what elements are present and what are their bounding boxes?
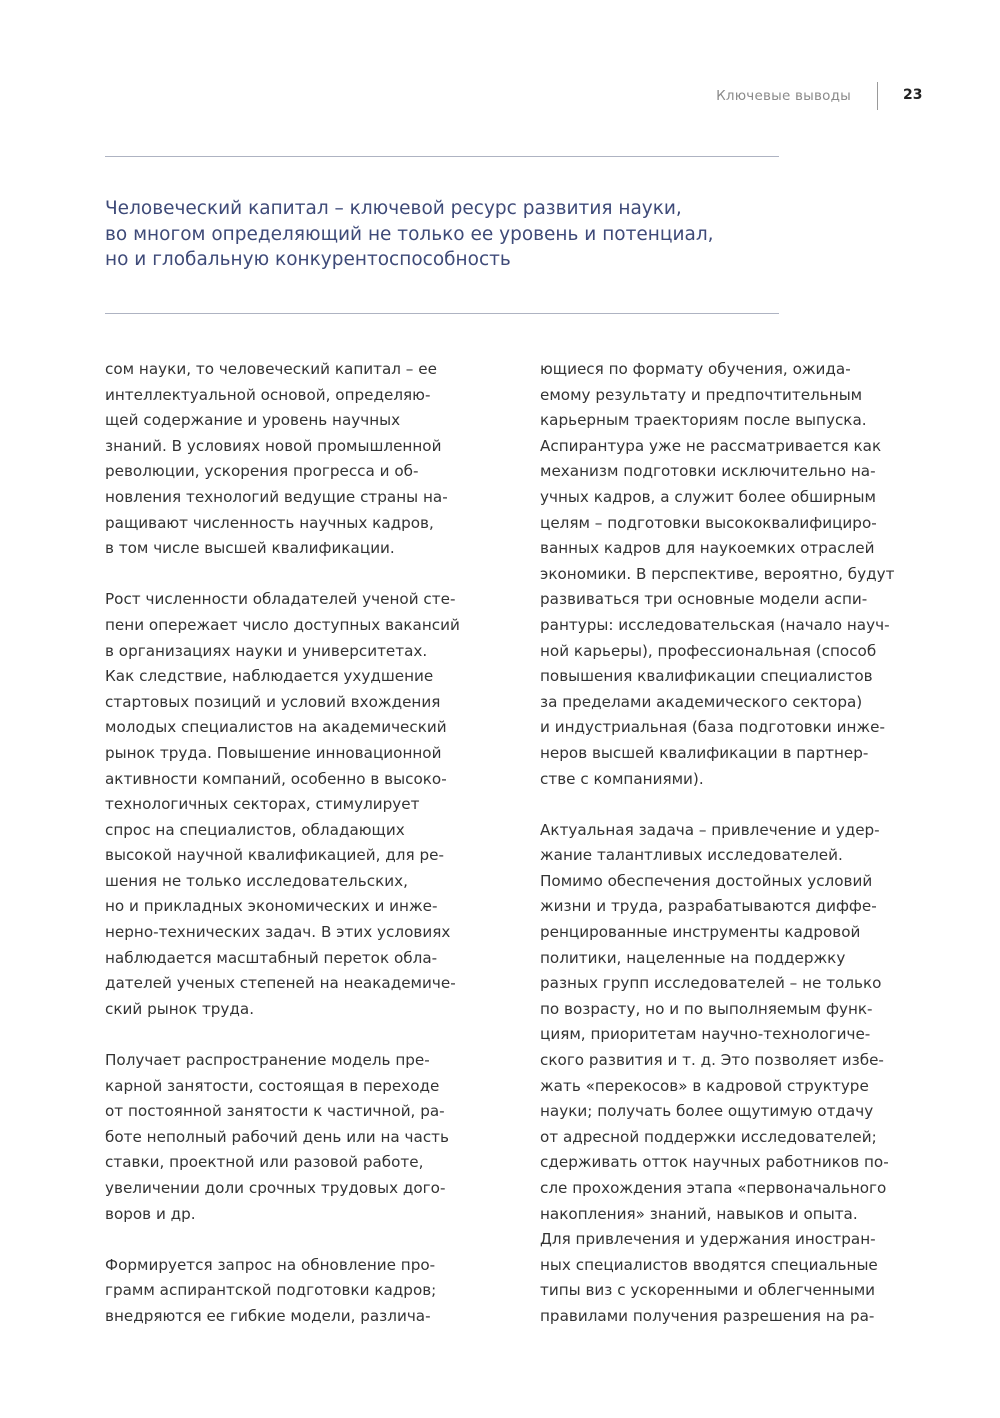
text-line: от адресной поддержки исследователей; [540, 1127, 877, 1146]
text-line: революции, ускорения прогресса и об- [105, 462, 419, 481]
text-line: в том числе высшей квалификации. [105, 539, 395, 558]
text-line: механизм подготовки исключительно на- [540, 462, 876, 481]
text-line: Формируется запрос на обновление про- [105, 1255, 436, 1274]
text-line: рантуры: исследовательская (начало науч- [540, 615, 890, 634]
paragraph [105, 357, 460, 562]
text-line: правилами получения разрешения на ра- [540, 1306, 875, 1325]
text-line: спрос на специалистов, обладающих [105, 820, 405, 839]
text-line: Помимо обеспечения достойных условий [540, 871, 873, 890]
paragraph [540, 818, 894, 1330]
running-header-section: Ключевые выводы [716, 88, 851, 104]
text-line: целям – подготовки высококвалифициро- [540, 513, 877, 532]
text-line: типы виз с ускоренными и облегченными [540, 1281, 876, 1300]
text-line: активности компаний, особенно в высоко- [105, 769, 447, 788]
quote-line: но и глобальную конкурентоспособность [105, 249, 511, 270]
quote-top-rule [105, 156, 779, 157]
text-line: боте неполный рабочий день или на часть [105, 1127, 449, 1146]
text-line: стве с компаниями). [540, 769, 704, 788]
text-line: жание талантливых исследователей. [540, 846, 843, 865]
text-line: технологичных секторах, стимулирует [105, 795, 420, 814]
text-line: сом науки, то человеческий капитал – ее [105, 360, 437, 378]
text-line: ной карьеры), профессиональная (способ [540, 641, 877, 660]
text-line: карной занятости, состоящая в переходе [105, 1076, 440, 1095]
text-line: ванных кадров для наукоемких отраслей [540, 539, 875, 558]
quote-line: во многом определяющий не только ее уровень и потенциал, [105, 223, 714, 245]
text-line: ренцированные инструменты кадровой [540, 923, 861, 942]
paragraph [540, 357, 894, 792]
quote-line: Человеческий капитал – ключевой ресурс развития науки, [105, 198, 682, 219]
text-line: от постоянной занятости к частичной, ра- [105, 1102, 445, 1121]
text-line: Получает распространение модель пре- [105, 1051, 430, 1070]
text-line: ющиеся по формату обучения, ожида- [540, 360, 851, 378]
text-line: рынок труда. Повышение инновационной [105, 743, 442, 762]
text-line: Аспирантура уже не рассматривается как [540, 436, 882, 455]
text-line: ский рынок труда. [105, 999, 255, 1018]
text-line: дателей ученых степеней на неакадемиче- [105, 974, 456, 993]
text-line: разных групп исследователей – не только [540, 974, 882, 993]
text-line: Как следствие, наблюдается ухудшение [105, 667, 434, 686]
text-line: интеллектуальной основой, определяю- [105, 385, 431, 404]
text-line: ных специалистов вводятся специальные [540, 1255, 878, 1274]
text-line: новления технологий ведущие страны на- [105, 487, 448, 506]
text-line: циям, приоритетам научно-технологиче- [540, 1025, 871, 1044]
text-line: сдерживать отток научных работников по- [540, 1153, 889, 1172]
paragraph [105, 587, 460, 1022]
right-text-column [540, 357, 894, 1355]
text-line: но и прикладных экономических и инже- [105, 897, 438, 916]
text-line: внедряются ее гибкие модели, различа- [105, 1306, 431, 1325]
text-line: шения не только исследовательских, [105, 871, 408, 890]
text-line: грамм аспирантской подготовки кадров; [105, 1281, 437, 1300]
text-line: жизни и труда, разрабатываются диффе- [540, 897, 877, 916]
text-line: воров и др. [105, 1204, 196, 1223]
text-line: ставки, проектной или разовой работе, [105, 1153, 424, 1172]
text-line: повышения квалификации специалистов [540, 667, 873, 686]
text-line: Актуальная задача – привлечение и удер- [540, 820, 880, 839]
text-line: карьерным траекториям после выпуска. [540, 411, 867, 430]
text-line: пени опережает число доступных вакансий [105, 615, 460, 634]
text-line: увеличении доли срочных трудовых дого- [105, 1179, 446, 1197]
text-line: высокой научной квалификацией, для ре- [105, 846, 444, 865]
text-line: Рост численности обладателей ученой сте- [105, 590, 456, 609]
text-line: наблюдается масштабный переток обла- [105, 948, 438, 967]
paragraph [105, 1048, 460, 1227]
text-line: экономики. В перспективе, вероятно, будут [540, 564, 895, 583]
text-line: знаний. В условиях новой промышленной [105, 436, 442, 455]
text-line: емому результату и предпочтительным [540, 385, 863, 404]
page-number: 23 [903, 87, 923, 103]
text-line: накопления» знаний, навыков и опыта. [540, 1204, 858, 1223]
header-divider [877, 82, 878, 110]
pull-quote [105, 196, 714, 273]
text-line: жать «перекосов» в кадровой структуре [540, 1076, 869, 1095]
text-line: стартовых позиций и условий вхождения [105, 692, 441, 711]
text-line: сле прохождения этапа «первоначального [540, 1179, 887, 1197]
text-line: учных кадров, а служит более обширным [540, 487, 876, 506]
text-line: в организациях науки и университетах. [105, 641, 428, 660]
text-line: щей содержание и уровень научных [105, 411, 401, 430]
text-line: политики, нацеленные на поддержку [540, 948, 846, 967]
text-line: ращивают численность научных кадров, [105, 513, 434, 532]
text-line: науки; получать более ощутимую отдачу [540, 1102, 874, 1121]
text-line: за пределами академического сектора) [540, 692, 863, 711]
text-line: развиваться три основные модели аспи- [540, 590, 868, 609]
text-line: ского развития и т. д. Это позволяет избе- [540, 1051, 884, 1070]
text-line: по возрасту, но и по выполняемым функ- [540, 999, 873, 1018]
text-line: и индустриальная (база подготовки инже- [540, 718, 885, 737]
text-line: неров высшей квалификации в партнер- [540, 743, 869, 762]
paragraph [105, 1253, 460, 1330]
text-line: молодых специалистов на академический [105, 718, 447, 737]
quote-bottom-rule [105, 313, 779, 314]
left-text-column [105, 357, 460, 1355]
text-line: нерно-технических задач. В этих условиях [105, 923, 451, 942]
text-line: Для привлечения и удержания иностран- [540, 1230, 876, 1249]
